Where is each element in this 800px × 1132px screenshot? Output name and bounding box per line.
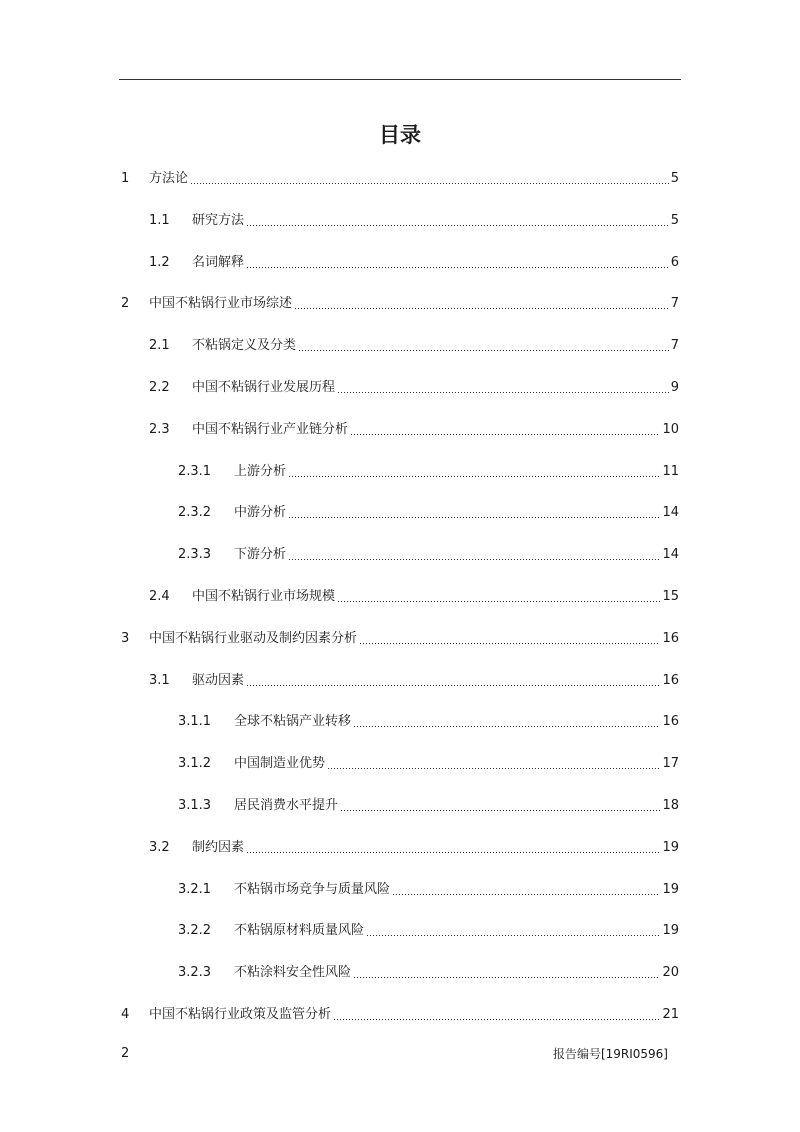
toc-entry-label: 下游分析 (234, 547, 287, 563)
toc-entry-page: 5 (670, 212, 679, 228)
toc-dot-leader (353, 977, 660, 978)
toc-entry[interactable] (178, 879, 679, 899)
toc-dot-leader (353, 726, 660, 727)
toc-dot-leader (366, 935, 660, 936)
toc-entry-page: 18 (662, 798, 679, 813)
toc-entry-label: 中国不粘锅行业市场规模 (192, 589, 336, 604)
toc-entry-page: 10 (662, 421, 679, 437)
toc-entry-label: 中国不粘锅行业政策及监管分析 (149, 1007, 332, 1022)
toc-entry[interactable] (149, 377, 679, 397)
toc-entry[interactable] (149, 335, 679, 355)
toc-dot-leader (327, 768, 660, 769)
toc-entry-page: 11 (662, 463, 679, 479)
toc-entry-number: 1.1 (149, 212, 170, 228)
toc-entry-label: 不粘锅市场竞争与质量风险 (234, 881, 391, 897)
footer-page-number: 2 (121, 1046, 130, 1061)
toc-entry[interactable] (121, 1004, 679, 1024)
toc-entry-label: 中游分析 (234, 505, 287, 521)
toc-entry[interactable] (178, 920, 679, 940)
toc-entry-page: 5 (670, 171, 679, 186)
toc-entry-number: 2.3.2 (178, 505, 212, 521)
toc-entry-number: 3.1.2 (178, 756, 212, 772)
toc-entry-label: 不粘锅定义及分类 (192, 338, 297, 354)
toc-entry[interactable] (178, 461, 679, 481)
toc-dot-leader (288, 517, 660, 518)
toc-entry-label: 驱动因素 (192, 672, 245, 688)
toc-entry-number: 3.1 (149, 672, 170, 688)
toc-entry[interactable] (149, 586, 679, 606)
toc-entry-number: 3.2 (149, 839, 170, 855)
toc-entry-page: 21 (662, 1007, 679, 1022)
toc-entry-label: 中国不粘锅行业驱动及制约因素分析 (149, 630, 358, 646)
toc-entry-number: 2.4 (149, 589, 170, 604)
toc-entry-number: 3.2.2 (178, 923, 212, 939)
toc-entry[interactable] (121, 628, 679, 648)
page-title: 目录 (379, 123, 421, 147)
toc-entry-label: 方法论 (149, 171, 189, 186)
toc-dot-leader (246, 267, 669, 268)
toc-entry-page: 7 (670, 338, 679, 354)
toc-dot-leader (190, 183, 669, 184)
toc-entry-page: 7 (670, 296, 679, 312)
toc-dot-leader (333, 1019, 660, 1020)
toc-entry[interactable] (178, 962, 679, 982)
toc-entry[interactable] (149, 670, 679, 690)
toc-dot-leader (288, 559, 660, 560)
toc-entry-page: 9 (670, 380, 679, 395)
toc-dot-leader (359, 643, 660, 644)
toc-entry-page: 16 (662, 714, 679, 730)
toc-entry-number: 3.2.3 (178, 965, 212, 981)
toc-entry-number: 2.3 (149, 421, 170, 437)
toc-entry[interactable] (178, 753, 679, 773)
toc-entry-page: 15 (662, 589, 679, 604)
toc-entry-number: 4 (121, 1007, 130, 1022)
toc-entry-label: 上游分析 (234, 463, 287, 479)
toc-entry[interactable] (121, 293, 679, 313)
toc-entry-label: 研究方法 (192, 212, 245, 228)
toc-entry-page: 17 (662, 756, 679, 772)
toc-entry[interactable] (149, 837, 679, 857)
toc-dot-leader (340, 810, 660, 811)
toc-entry[interactable] (178, 502, 679, 522)
toc-entry-label: 中国不粘锅行业市场综述 (149, 296, 293, 312)
toc-entry-number: 1.2 (149, 254, 170, 270)
toc-dot-leader (246, 685, 660, 686)
toc-entry-label: 中国不粘锅行业发展历程 (192, 380, 336, 395)
toc-entry-page: 6 (670, 254, 679, 270)
toc-dot-leader (337, 601, 660, 602)
toc-entry[interactable] (149, 210, 679, 230)
toc-entry-label: 制约因素 (192, 839, 245, 855)
toc-entry-label: 居民消费水平提升 (234, 798, 339, 813)
toc-entry-label: 全球不粘锅产业转移 (234, 714, 352, 730)
toc-entry[interactable] (121, 168, 679, 188)
toc-entry[interactable] (178, 544, 679, 564)
toc-entry-number: 3.1.1 (178, 714, 212, 730)
toc-entry[interactable] (178, 795, 679, 815)
toc-entry-number: 3.1.3 (178, 798, 212, 813)
toc-entry-label: 不粘锅原材料质量风险 (234, 923, 365, 939)
toc-entry-page: 16 (662, 630, 679, 646)
toc-entry-label: 不粘涂料安全性风险 (234, 965, 352, 981)
toc-entry-label: 中国不粘锅行业产业链分析 (192, 421, 349, 437)
toc-entry[interactable] (178, 711, 679, 731)
toc-entry-page: 14 (662, 505, 679, 521)
toc-dot-leader (298, 350, 669, 351)
toc-entry[interactable] (149, 252, 679, 272)
toc-entry-page: 19 (662, 923, 679, 939)
toc-entry-number: 2.3.1 (178, 463, 212, 479)
toc-dot-leader (288, 476, 660, 477)
toc-dot-leader (246, 225, 669, 226)
toc-entry-number: 2 (121, 296, 130, 312)
toc-entry-number: 3 (121, 630, 130, 646)
toc-entry-number: 3.2.1 (178, 881, 212, 897)
toc-dot-leader (294, 308, 669, 309)
toc-entry-number: 2.1 (149, 338, 170, 354)
toc-dot-leader (392, 894, 660, 895)
toc-entry-number: 2.2 (149, 380, 170, 395)
toc-entry-page: 19 (662, 881, 679, 897)
toc-entry-page: 19 (662, 839, 679, 855)
toc-entry-label: 名词解释 (192, 254, 245, 270)
footer-report-number: 报告编号[19RI0596] (552, 1047, 668, 1061)
toc-entry-number: 2.3.3 (178, 547, 212, 563)
toc-dot-leader (337, 392, 669, 393)
toc-entry-page: 14 (662, 547, 679, 563)
toc-entry-number: 1 (121, 171, 130, 186)
toc-dot-leader (350, 434, 660, 435)
toc-entry[interactable] (149, 419, 679, 439)
toc-dot-leader (246, 852, 660, 853)
toc-entry-page: 20 (662, 965, 679, 981)
toc-entry-label: 中国制造业优势 (234, 756, 326, 772)
toc-entry-page: 16 (662, 672, 679, 688)
